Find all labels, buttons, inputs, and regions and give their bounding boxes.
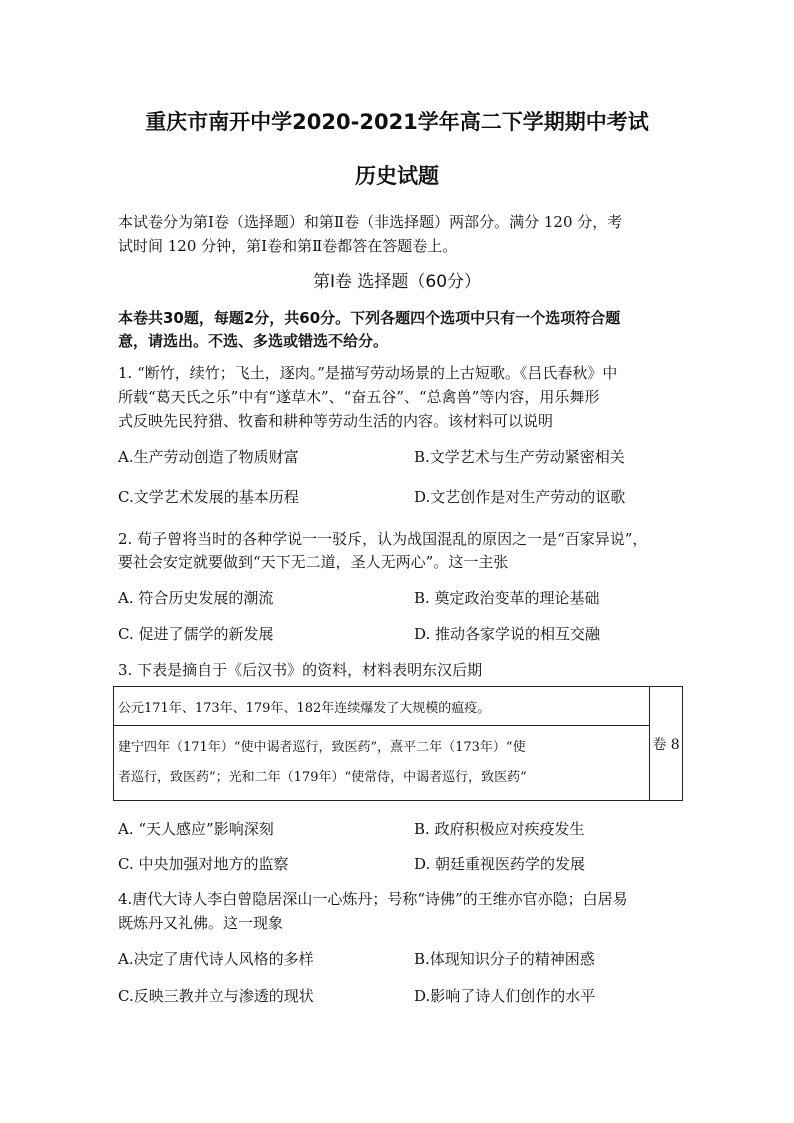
question-2-option-d: D. 推动各家学说的相互交融 [414, 625, 601, 643]
question-3-option-d: D. 朝廷重视医药学的发展 [414, 855, 586, 873]
source-row-1: 公元171年、173年、179年、182年连续爆发了大规模的瘟疫。 [114, 687, 650, 726]
question-4-stem: 既炼丹又礼佛。这一现象 [118, 914, 284, 932]
question-3-option-c: C. 中央加强对地方的监察 [118, 855, 289, 873]
source-row-2-line: 者巡行，致医药”；光和二年（179年）“使常侍，中谒者巡行，致医药” [118, 770, 527, 785]
question-2-stem: 2. 荀子曾将当时的各种学说一一驳斥，认为战国混乱的原因之一是“百家异说”， [118, 530, 648, 548]
intro-line: 试时间 120 分钟，第Ⅰ卷和第Ⅱ卷都答在答题卷上。 [118, 237, 458, 255]
question-2-option-a: A. 符合历史发展的潮流 [118, 589, 274, 607]
intro-line: 本试卷分为第Ⅰ卷（选择题）和第Ⅱ卷（非选择题）两部分。满分 120 分，考 [118, 213, 623, 231]
question-1-stem: 1. “断竹，续竹；飞土，逐肉。”是描写劳动场景的上古短歌。《吕氏春秋》中 [118, 364, 618, 382]
question-1-stem: 所载“葛天氏之乐”中有“遂草木”、“奋五谷”、“总禽兽”等内容，用乐舞形 [118, 388, 600, 406]
question-2-option-b: B. 奠定政治变革的理论基础 [414, 589, 600, 607]
question-3-stem: 3. 下表是摘自于《后汉书》的资料，材料表明东汉后期 [118, 661, 483, 679]
question-4-option-a: A.决定了唐代诗人风格的多样 [118, 950, 314, 968]
question-3-option-b: B. 政府积极应对疾疫发生 [414, 820, 585, 838]
section-instructions: 意，请选出。不选、多选或错选不给分。 [118, 332, 389, 350]
question-1-option-c: C.文学艺术发展的基本历程 [118, 488, 299, 506]
question-4-option-d: D.影响了诗人们创作的水平 [414, 987, 596, 1005]
question-1-option-b: B.文学艺术与生产劳动紧密相关 [414, 448, 625, 466]
question-2-stem: 要社会安定就要做到“天下无二道，圣人无两心”。这一主张 [118, 553, 509, 571]
question-1-option-d: D.文艺创作是对生产劳动的讴歌 [414, 488, 626, 506]
source-table [113, 686, 683, 801]
question-4-option-c: C.反映三教并立与渗透的现状 [118, 987, 314, 1005]
source-row-2-line: 建宁四年（171年）“使中谒者巡行，致医药”，熹平二年（173年）“使 [118, 740, 526, 755]
source-side-label: 卷 8 [650, 687, 683, 801]
exam-subtitle: 历史试题 [355, 164, 439, 188]
question-1-stem: 式反映先民狩猎、牧畜和耕种等劳动生活的内容。该材料可以说明 [118, 412, 554, 430]
section-instructions: 本卷共30题，每题2分，共60分。下列各题四个选项中只有一个选项符合题 [118, 309, 621, 327]
exam-title: 重庆市南开中学2020-2021学年高二下学期期中考试 [145, 110, 649, 134]
question-2-option-c: C. 促进了儒学的新发展 [118, 625, 274, 643]
section-title: 第Ⅰ卷 选择题（60分） [312, 272, 482, 292]
question-1-option-a: A.生产劳动创造了物质财富 [118, 448, 299, 466]
source-row-2 [114, 726, 650, 801]
question-4-stem: 4.唐代大诗人李白曾隐居深山一心炼丹；号称“诗佛”的王维亦官亦隐；白居易 [118, 890, 628, 908]
question-3-option-a: A. “天人感应”影响深刻 [118, 820, 274, 838]
question-4-option-b: B.体现知识分子的精神困惑 [414, 950, 595, 968]
